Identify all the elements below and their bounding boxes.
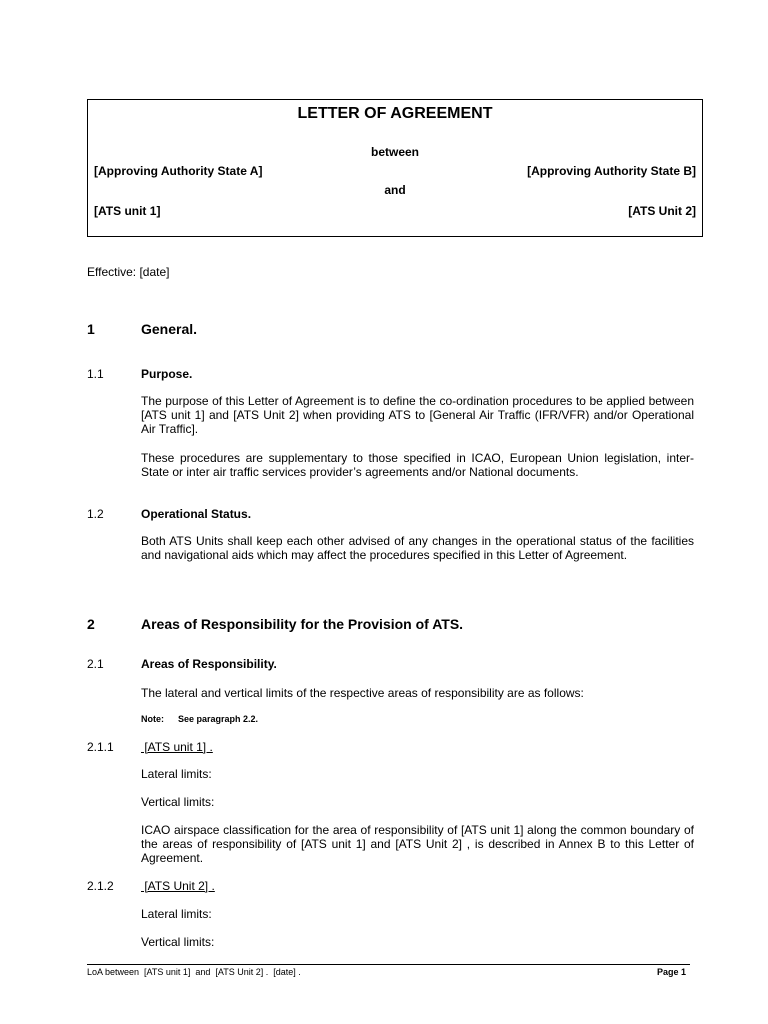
section-2-title: Areas of Responsibility for the Provision of ATS. [141, 616, 464, 632]
page-number: Page 1 [657, 967, 687, 977]
unit-1-vertical-limits: Vertical limits: [141, 795, 215, 809]
note-label: Note: [141, 714, 164, 724]
operational-status-paragraph: Both ATS Units shall keep each other advised of any changes in the operational status of the facilities and navigational aids which may affect the procedures specified in this Letter of Agreement. [141, 534, 694, 562]
footer-divider [87, 964, 690, 965]
title-box [87, 99, 703, 237]
and-label: and [384, 183, 406, 197]
left-authority: [Approving Authority State A] [94, 164, 263, 178]
section-2-1-number: 2.1 [87, 657, 104, 671]
areas-paragraph: The lateral and vertical limits of the respective areas of responsibility are as follows: [141, 686, 584, 700]
section-1-number: 1 [87, 321, 95, 337]
between-label: between [370, 145, 419, 159]
right-unit: [ATS Unit 2] [628, 204, 696, 218]
section-1-title: General. [141, 321, 198, 337]
effective-date: Effective: [date] [87, 265, 170, 279]
section-1-1-number: 1.1 [87, 367, 104, 381]
purpose-paragraph-2: These procedures are supplementary to those specified in ICAO, European Union legislation, inter-State or inter air traffic services provider’s agreements and/or National documents. [141, 451, 694, 479]
note-text: See paragraph 2.2. [178, 714, 259, 724]
left-unit: [ATS unit 1] [94, 204, 161, 218]
unit-2-vertical-limits: Vertical limits: [141, 935, 215, 949]
section-1-1-title: Purpose. [141, 367, 193, 381]
footer-text: LoA between [ATS unit 1] and [ATS Unit 2] . [date] . [87, 967, 301, 977]
purpose-paragraph-1: The purpose of this Letter of Agreement is to define the co-ordination procedures to be applied between [ATS unit 1] and [ATS Unit 2] when providing ATS to [General Air Traffic (IFR/VFR) and/or Operational Air Traffic]. [141, 394, 694, 436]
section-2-1-1-title: [ATS unit 1] . [141, 740, 213, 754]
section-2-number: 2 [87, 616, 95, 632]
right-authority: [Approving Authority State B] [527, 164, 696, 178]
document-title: LETTER OF AGREEMENT [297, 105, 493, 122]
unit-2-lateral-limits: Lateral limits: [141, 907, 212, 921]
section-2-1-2-number: 2.1.2 [87, 879, 114, 893]
section-2-1-1-number: 2.1.1 [87, 740, 114, 754]
section-1-2-title: Operational Status. [141, 507, 252, 521]
airspace-classification-paragraph: ICAO airspace classification for the area of responsibility of [ATS unit 1] along the common boundary of the areas of responsibility of [ATS unit 1] and [ATS Unit 2] , is described in Annex B to this Letter of Agreement. [141, 823, 694, 865]
unit-1-lateral-limits: Lateral limits: [141, 767, 212, 781]
section-1-2-number: 1.2 [87, 507, 104, 521]
section-2-1-title: Areas of Responsibility. [141, 657, 277, 671]
section-2-1-2-title: [ATS Unit 2] . [141, 879, 215, 893]
